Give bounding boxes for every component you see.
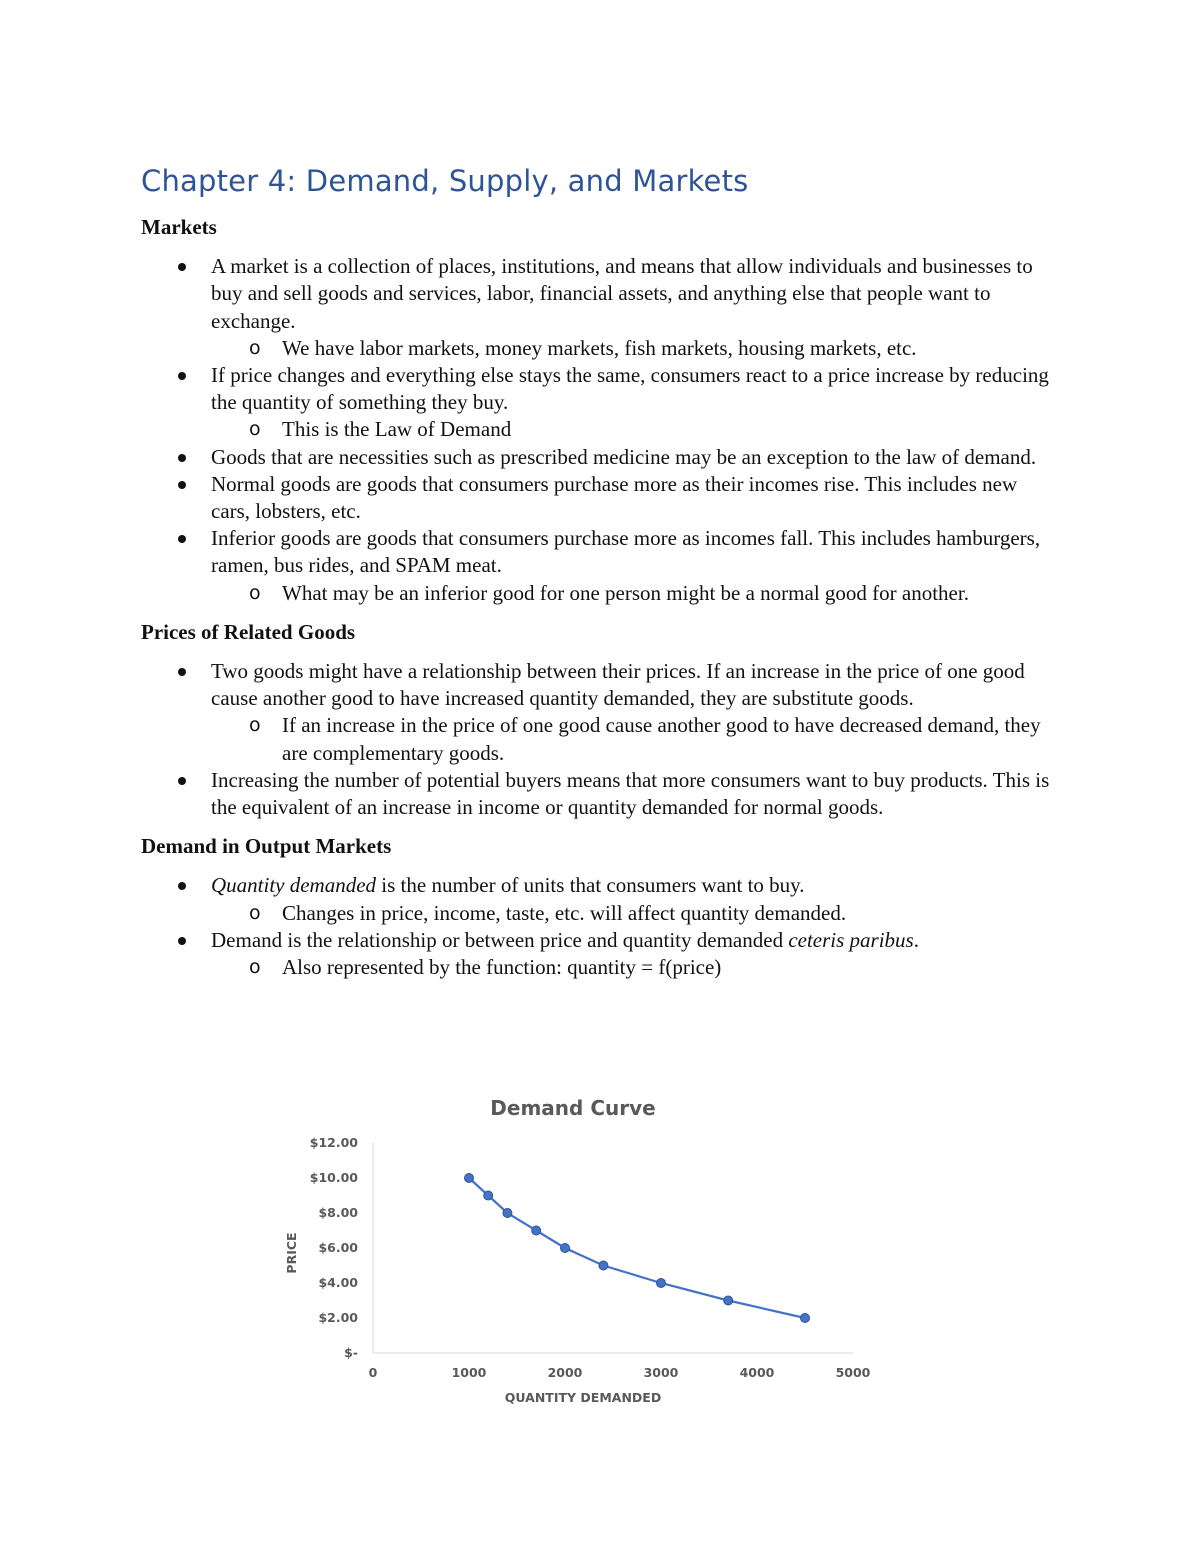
x-tick-label: 5000	[835, 1365, 871, 1380]
bullet-dot-icon	[178, 937, 186, 945]
x-tick-label: 4000	[739, 1365, 775, 1380]
sub-bullet-text: If an increase in the price of one good cause another good to have decreased demand, they are complementary goods.	[282, 713, 1041, 765]
bullet-dot-icon	[178, 535, 186, 543]
y-tick-label: $-	[344, 1345, 358, 1360]
sub-bullet-text: Also represented by the function: quantity = f(price)	[282, 955, 722, 980]
demand-curve-svg	[270, 1090, 890, 1420]
data-point	[724, 1296, 733, 1305]
sub-bullet-item	[141, 580, 1061, 607]
bullet-text: A market is a collection of places, institutions, and means that allow individuals and businesses to buy and sell goods and services, labor, financial assets, and anything else that people want to exchange.	[211, 254, 1033, 333]
data-point	[599, 1261, 608, 1270]
x-tick-label: 1000	[451, 1365, 487, 1380]
sub-bullet-item	[141, 712, 1061, 766]
document-body	[141, 214, 1061, 993]
bullet-item	[141, 658, 1061, 712]
demand-curve-chart	[270, 1090, 890, 1420]
section-heading: Prices of Related Goods	[141, 619, 356, 644]
sub-bullet-item	[141, 416, 1061, 443]
sub-bullet-item	[141, 954, 1061, 981]
bullet-text: Normal goods are goods that consumers purchase more as their incomes rise. This includes new cars, lobsters, etc.	[211, 471, 1018, 524]
y-tick-label: $4.00	[318, 1275, 358, 1290]
sub-bullet-marker-icon: o	[249, 418, 261, 441]
bullet-item	[141, 927, 1061, 954]
section-heading: Markets	[141, 215, 217, 239]
bullet-text: Increasing the number of potential buyers means that more consumers want to buy products. This is the equivalent of an increase in income or quantity demanded for normal goods.	[211, 767, 1050, 820]
section-heading: Demand in Output Markets	[141, 834, 392, 859]
sub-bullet-text: This is the Law of Demand	[282, 417, 512, 442]
bullet-item	[141, 253, 1061, 335]
bullet-list	[141, 658, 1061, 821]
sub-bullet-item	[141, 900, 1061, 927]
bullet-dot-icon	[178, 668, 186, 676]
bullet-dot-icon	[178, 372, 186, 380]
bullet-item	[141, 767, 1061, 821]
data-point	[657, 1279, 666, 1288]
y-tick-label: $8.00	[318, 1205, 358, 1220]
sub-bullet-marker-icon: o	[249, 336, 261, 359]
bullet-item	[141, 525, 1061, 579]
sub-bullet-marker-icon: o	[249, 956, 261, 979]
chart-title: Demand Curve	[490, 1096, 656, 1120]
bullet-text: If price changes and everything else stays the same, consumers react to a price increase by reducing the quantity of something they buy.	[211, 363, 1049, 415]
y-tick-label: $2.00	[318, 1310, 358, 1325]
sub-bullet-marker-icon: o	[249, 714, 261, 737]
page-title: Chapter 4: Demand, Supply, and Markets	[141, 164, 749, 198]
bullet-list	[141, 872, 1061, 981]
italic-term: Quantity demanded	[211, 873, 377, 898]
sub-bullet-marker-icon: o	[249, 581, 261, 604]
bullet-item	[141, 444, 1061, 471]
bullet-text: Inferior goods are goods that consumers purchase more as incomes fall. This includes hamburgers, ramen, bus rides, and SPAM meat.	[211, 526, 1041, 578]
bullet-text: Two goods might have a relationship between their prices. If an increase in the price of one good cause another good to have increased quantity demanded, they are substitute goods.	[211, 659, 1025, 711]
data-point	[532, 1226, 541, 1235]
sub-bullet-item	[141, 335, 1061, 362]
y-tick-label: $12.00	[309, 1135, 358, 1150]
sub-bullet-marker-icon: o	[249, 901, 261, 924]
x-tick-label: 3000	[643, 1365, 679, 1380]
bullet-dot-icon	[178, 263, 186, 271]
bullet-item	[141, 362, 1061, 416]
data-point	[465, 1174, 474, 1183]
bullet-dot-icon	[178, 777, 186, 785]
y-axis-label: PRICE	[284, 1232, 299, 1274]
demand-curve-line	[469, 1178, 805, 1318]
italic-term: ceteris paribus	[788, 927, 914, 952]
y-tick-label: $6.00	[318, 1240, 358, 1255]
sub-bullet-text: Changes in price, income, taste, etc. will affect quantity demanded.	[282, 900, 847, 925]
bullet-item	[141, 872, 1061, 899]
bullet-dot-icon	[178, 882, 186, 890]
bullet-text: Goods that are necessities such as prescribed medicine may be an exception to the law of demand.	[211, 444, 1037, 469]
sub-bullet-text: What may be an inferior good for one person might be a normal good for another.	[282, 580, 969, 605]
bullet-list	[141, 253, 1061, 607]
data-point	[503, 1209, 512, 1218]
bullet-text: Demand is the relationship or between price and quantity demanded ceteris paribus.	[211, 927, 919, 952]
data-point	[484, 1191, 493, 1200]
data-point	[801, 1314, 810, 1323]
bullet-dot-icon	[178, 481, 186, 489]
x-tick-label: 2000	[547, 1365, 583, 1380]
data-point	[561, 1244, 570, 1253]
sub-bullet-text: We have labor markets, money markets, fish markets, housing markets, etc.	[282, 335, 917, 360]
bullet-item	[141, 471, 1061, 525]
x-axis-label: QUANTITY DEMANDED	[504, 1390, 662, 1405]
bullet-text: Quantity demanded is the number of units that consumers want to buy.	[211, 873, 805, 898]
bullet-dot-icon	[178, 454, 186, 462]
x-tick-label: 0	[368, 1365, 378, 1380]
y-tick-label: $10.00	[309, 1170, 358, 1185]
